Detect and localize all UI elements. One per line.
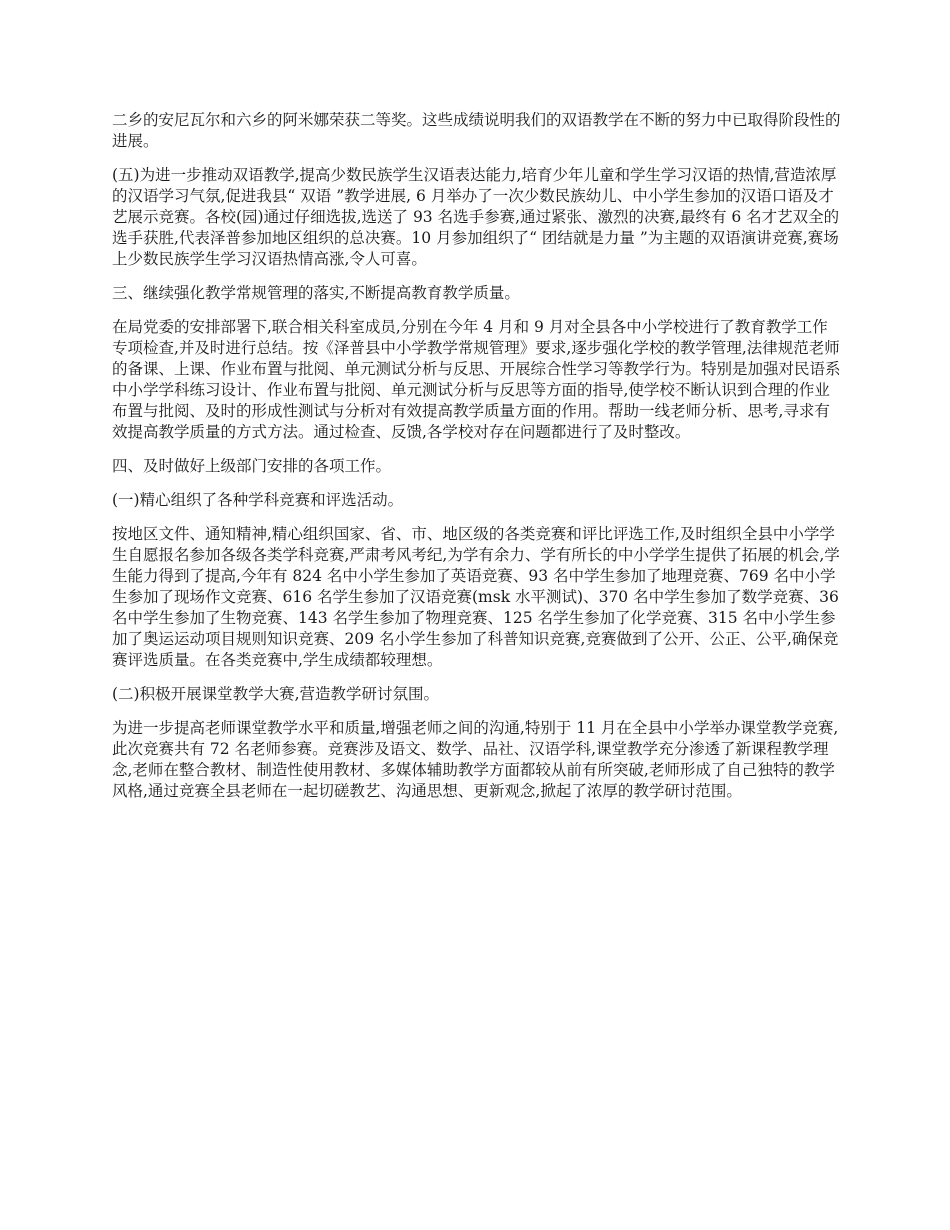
paragraph-teaching-contest: 为进一步提高老师课堂教学水平和质量,增强老师之间的沟通,特别于 11 月在全县中小学举办课堂教学竞赛,此次竞赛共有 72 名老师参赛。竞赛涉及语文、数学、品社、汉语学科,课堂教学充分渗透了新课程教学理念,老师在整合教材、制造性使用教材、多媒体辅助教学方面都较从前有所突破,老师形成了自己独特的教学风格,通过竞赛全县老师在一起切磋教艺、沟通思想、更新观念,掀起了浓厚的教学研讨范围。 xyxy=(112,719,839,800)
section-heading-3: 三、继续强化教学常规管理的落实,不断提高教育教学质量。 xyxy=(112,284,520,302)
section-heading-4: 四、及时做好上级部门安排的各项工作。 xyxy=(112,457,392,475)
paragraph-bilingual-competition: (五)为进一步推动双语教学,提高少数民族学生汉语表达能力,培育少年儿童和学生学习汉语的热情,营造浓厚的汉语学习气氛,促进我县“ 双语 ”教学进展, 6 月举办了一次少数民族幼儿、中小学生参加的汉语口语及才艺展示竞赛。各校(园)通过仔细选拔,选送了 93 名选手参赛,通过紧张、激烈的决赛,最终有 6 名才艺双全的选手获胜,代表泽普参加地区组织的总决赛。10 月参加组织了“ 团结就是力量 ”为主题的双语演讲竞赛,赛场上少数民族学生学习汉语热情高涨,令人可喜。 xyxy=(112,166,840,268)
subsection-heading-2: (二)积极开展课堂教学大赛,营造教学研讨氛围。 xyxy=(112,685,440,703)
paragraph-subject-competitions: 按地区文件、通知精神,精心组织国家、省、市、地区级的各类竞赛和评比评选工作,及时组织全县中小学学生自愿报名参加各级各类学科竞赛,严肃考风考纪,为学有余力、学有所长的中小学学生提供了拓展的机会,学生能力得到了提高,今年有 824 名中小学生参加了英语竞赛、93 名中学生参加了地理竞赛、769 名中小学生参加了现场作文竞赛、616 名学生参加了汉语竞赛(msk 水平测试)、370 名中学生参加了数学竞赛、36 名中学生参加了生物竞赛、143 名学生参加了物理竞赛、125 名学生参加了化学竞赛、315 名中小学生参加了奥运运动项目规则知识竞赛、209 名小学生参加了科普知识竞赛,竞赛做到了公开、公正、公平,确保竞赛评选质量。在各类竞赛中,学生成绩都较理想。 xyxy=(112,525,840,669)
paragraph-inspection: 在局党委的安排部署下,联合相关科室成员,分别在今年 4 月和 9 月对全县各中小学校进行了教育教学工作专项检查,并及时进行总结。按《泽普县中小学教学常规管理》要求,逐步强化学校的教学管理,法律规范老师的备课、上课、作业布置与批阅、单元测试分析与反思、开展综合性学习等教学行为。特别是加强对民语系中小学学科练习设计、作业布置与批阅、单元测试分析与反思等方面的指导,使学校不断认识到合理的作业布置与批阅、及时的形成性测试与分析对有效提高教学质量方面的作用。帮助一线老师分析、思考,寻求有效提高教学质量的方式方法。通过检查、反馈,各学校对存在问题都进行了及时整改。 xyxy=(112,318,841,441)
subsection-heading-1: (一)精心组织了各种学科竞赛和评选活动。 xyxy=(112,491,404,509)
paragraph-continuation: 二乡的安尼瓦尔和六乡的阿米娜荣获二等奖。这些成绩说明我们的双语教学在不断的努力中已取得阶段性的进展。 xyxy=(112,111,841,150)
document-body xyxy=(112,110,842,815)
